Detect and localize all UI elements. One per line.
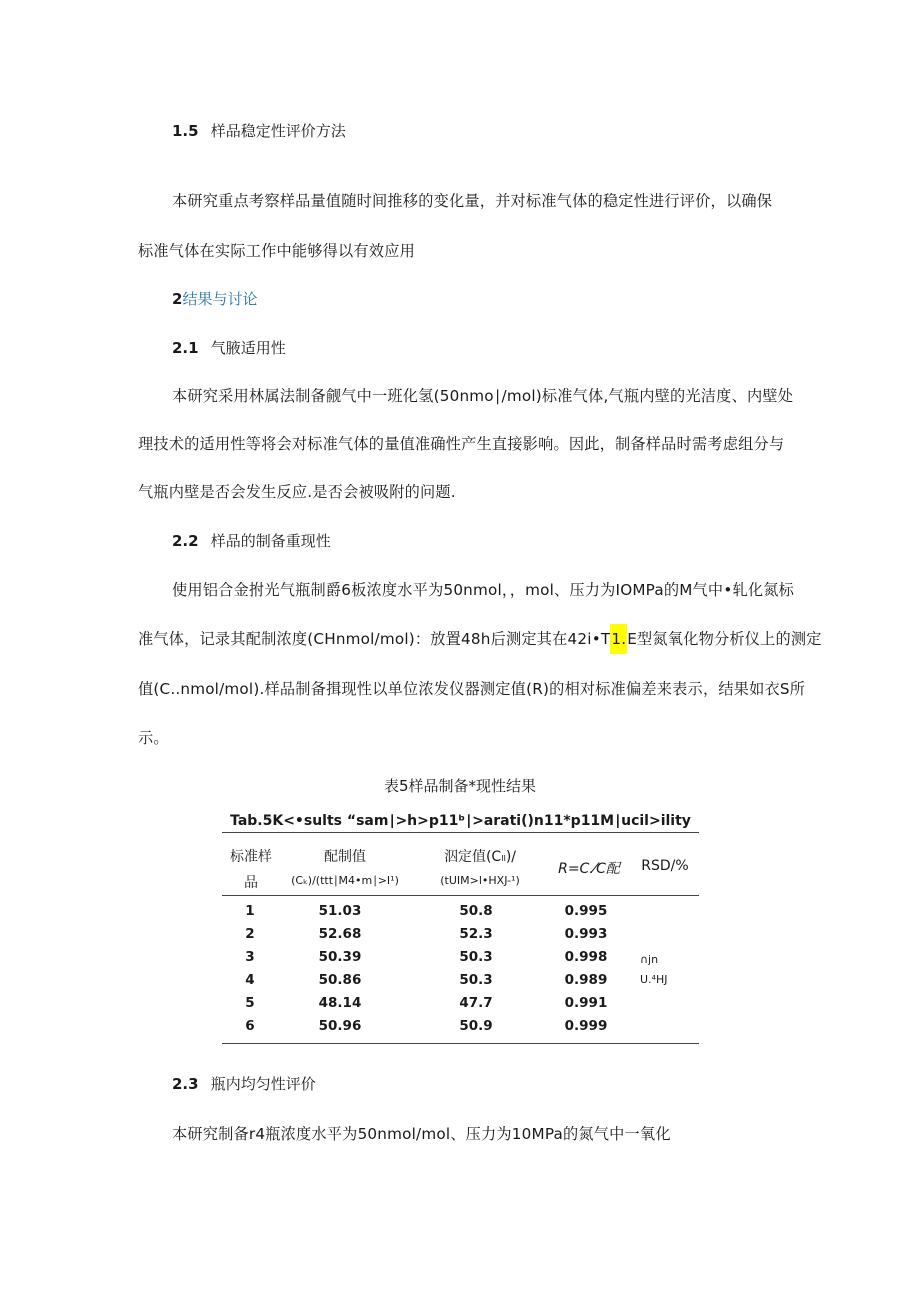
paragraph-line — [138, 628, 822, 649]
section-number: 2.2 — [172, 532, 199, 550]
cell-ratio: 0.999 — [564, 1018, 608, 1034]
paragraph-line: 示。 — [138, 729, 169, 747]
highlighted-text: 1. — [610, 624, 627, 654]
header-text: 标准样 — [230, 849, 272, 865]
section-number: 2 — [172, 290, 183, 308]
cell-sample: 4 — [245, 972, 255, 988]
paragraph-line: 标准气体在实际工作中能够得以有效应用 — [138, 242, 415, 260]
header-measured — [420, 846, 540, 887]
paragraph-line: 本研究制备r4瓶浓度水平为50nmol/mol、压力为10MPa的氮气中一氧化 — [172, 1125, 671, 1143]
cell-prepared: 50.86 — [318, 972, 362, 988]
header-rsd: RSD/% — [641, 858, 689, 874]
header-prepared — [285, 846, 405, 887]
cell-measured: 52.3 — [459, 926, 493, 942]
table-bottom-rule — [222, 1043, 699, 1044]
cell-prepared: 52.68 — [318, 926, 362, 942]
section-heading-2-2 — [172, 530, 331, 551]
section-number: 1.5 — [172, 122, 199, 140]
paragraph-line: 使用铝合金拊光气瓶制爵6板浓度水平为50nmol，，mol、压力为IOMPa的M气中•轧化氮标 — [172, 581, 795, 599]
paragraph-line: 气瓶内壁是否会发生反应.是否会被吸附的问题. — [138, 483, 456, 501]
section-title: 样品的制备重现性 — [210, 532, 331, 550]
cell-ratio: 0.989 — [564, 972, 608, 988]
section-number: 2.1 — [172, 339, 199, 357]
cell-sample: 2 — [245, 926, 255, 942]
header-text: 泅定值(Cₗₗ)/ — [443, 849, 517, 865]
cell-prepared: 48.14 — [318, 995, 362, 1011]
cell-measured: 50.8 — [459, 903, 493, 919]
cell-sample: 1 — [245, 903, 255, 919]
section-heading-2 — [172, 288, 257, 309]
section-heading-1-5 — [172, 120, 346, 141]
header-sample — [220, 846, 282, 892]
header-text: 配制值 — [324, 849, 366, 865]
cell-measured: 47.7 — [459, 995, 493, 1011]
section-title: 气腋适用性 — [210, 339, 286, 357]
paragraph-line: 本研究采用林属法制备觎气中一班化氢(50nmo∣/mol)标准气体,气瓶内壁的光洁度、内壁处 — [172, 387, 794, 405]
cell-measured: 50.3 — [459, 949, 493, 965]
section-heading-2-3 — [172, 1073, 316, 1094]
cell-ratio: 0.995 — [564, 903, 608, 919]
header-text: (tUIM>l•HXJ-¹) — [440, 874, 520, 887]
section-title: 结果与讨论 — [182, 290, 258, 308]
header-text: 品 — [244, 875, 258, 891]
table-caption-cn: 表5样品制备*现性结果 — [383, 777, 537, 795]
section-heading-2-1 — [172, 337, 286, 358]
paragraph-line: 理技术的适用性等将会对标准气体的量值准确性产生直接影响。因此，制备样品时需考虑组分与 — [138, 435, 785, 453]
table-header-rule — [222, 895, 699, 896]
cell-sample: 5 — [245, 995, 255, 1011]
cell-sample: 3 — [245, 949, 255, 965]
cell-measured: 50.3 — [459, 972, 493, 988]
section-title: 瓶内均匀性评价 — [210, 1075, 316, 1093]
text-run: 准气体，记录其配制浓度(CHnmol/mol)：放置48h后测定其在42i•T — [138, 630, 611, 648]
header-ratio: R=C.⁄C配 — [558, 861, 620, 877]
table-top-rule — [222, 832, 699, 833]
rsd-value: ∩jn — [640, 953, 659, 966]
cell-ratio: 0.991 — [564, 995, 608, 1011]
cell-prepared: 51.03 — [318, 903, 362, 919]
header-text: (Cₖ)/(ttt∣M4•m∣>I¹) — [291, 874, 399, 887]
table-caption-en: Tab.5K<•sults “sam∣>h>p11ᵇ∣>arati()n11*p11M∣ucil>ility — [230, 813, 691, 829]
cell-sample: 6 — [245, 1018, 255, 1034]
cell-measured: 50.9 — [459, 1018, 493, 1034]
cell-prepared: 50.39 — [318, 949, 362, 965]
cell-ratio: 0.998 — [564, 949, 608, 965]
cell-prepared: 50.96 — [318, 1018, 362, 1034]
section-number: 2.3 — [172, 1075, 199, 1093]
paragraph-line: 本研究重点考察样品量值随时间推移的变化量，并对标准气体的稳定性进行评价，以确保 — [172, 192, 773, 210]
cell-ratio: 0.993 — [564, 926, 608, 942]
rsd-value: U.⁴HJ — [640, 973, 668, 986]
text-run: E型氮氧化物分析仪上的测定 — [627, 630, 822, 648]
paragraph-line: 值(C..nmol/mol).样品制备揖现性以单位浓发仪器测定值(R)的相对标准偏差来表示，结果如衣S所 — [138, 680, 806, 698]
section-title: 样品稳定性评价方法 — [210, 122, 346, 140]
